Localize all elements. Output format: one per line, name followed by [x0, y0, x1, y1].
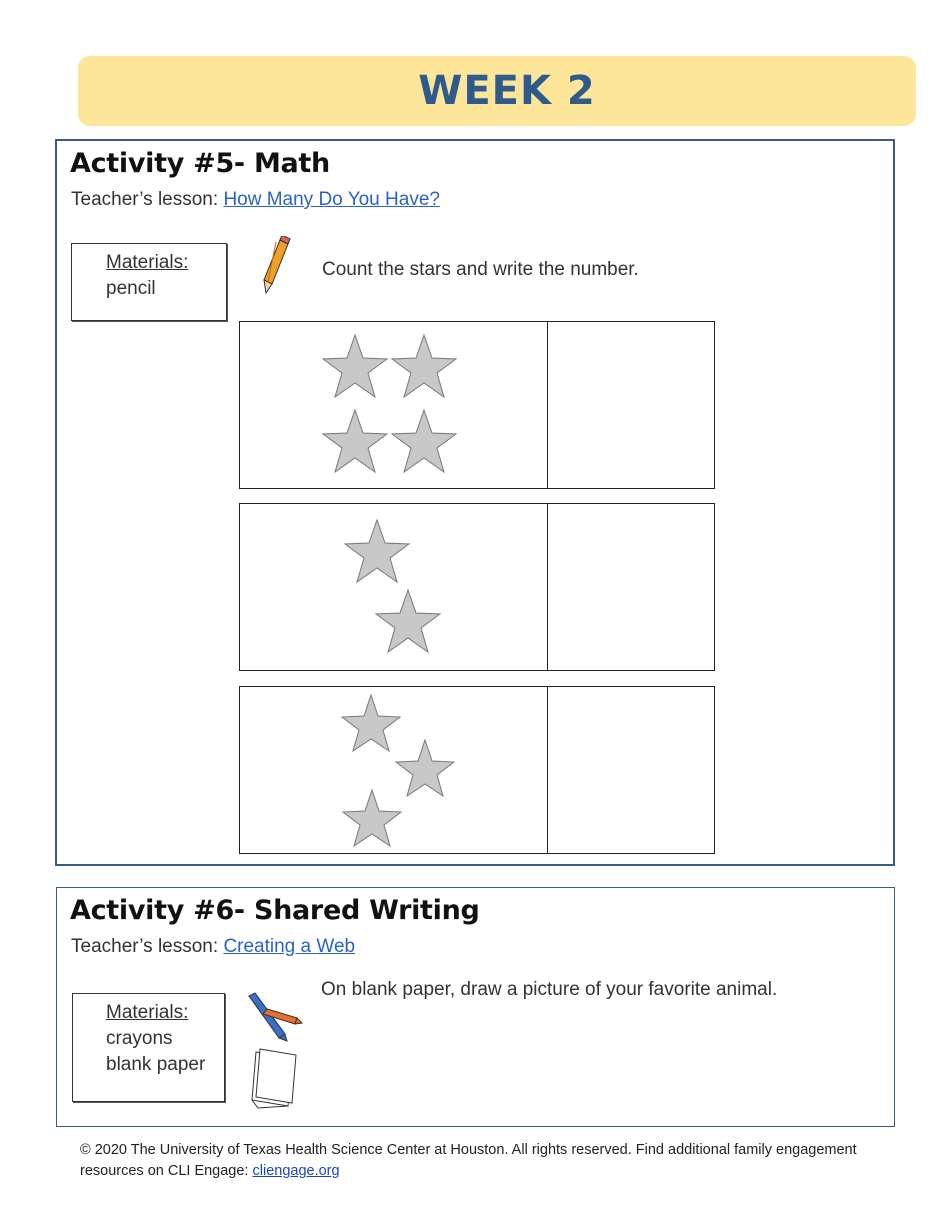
activity-6-section	[56, 887, 895, 1127]
star-icon	[392, 335, 456, 397]
star-icon	[396, 740, 454, 796]
activity-5-instruction: Count the stars and write the number.	[322, 259, 639, 280]
answer-box[interactable]	[548, 687, 714, 853]
week-title: WEEK 2	[418, 68, 596, 114]
star-icon	[392, 410, 456, 472]
star-icon	[323, 410, 387, 472]
activity-6-instruction: On blank paper, draw a picture of your favorite animal.	[321, 979, 778, 1000]
material-item: crayons	[106, 1028, 173, 1049]
lesson-label: Teacher’s lesson:	[71, 936, 224, 957]
count-row-1	[239, 321, 715, 489]
activity-5-section	[55, 139, 895, 866]
count-row-2	[239, 503, 715, 671]
answer-box[interactable]	[548, 504, 714, 670]
activity-6-lesson	[71, 936, 355, 958]
activity-5-title: Activity #5- Math	[70, 148, 330, 179]
week-banner	[78, 56, 916, 126]
star-area	[240, 504, 548, 670]
star-icon	[323, 335, 387, 397]
activity-5-lesson	[71, 189, 440, 211]
activity-5-lesson-link[interactable]: How Many Do You Have?	[223, 189, 440, 210]
lesson-label: Teacher’s lesson:	[71, 189, 224, 210]
activity-6-title: Activity #6- Shared Writing	[70, 895, 480, 926]
material-item: blank paper	[106, 1054, 206, 1075]
star-icon	[343, 790, 401, 846]
materials-heading: Materials:	[106, 252, 189, 273]
paper-icon	[248, 1048, 300, 1110]
answer-box[interactable]	[548, 322, 714, 488]
star-area	[240, 687, 548, 853]
cliengage-link[interactable]: cliengage.org	[252, 1163, 340, 1179]
star-icon	[342, 695, 400, 751]
activity-6-lesson-link[interactable]: Creating a Web	[223, 936, 356, 957]
pencil-icon	[260, 236, 292, 296]
crayons-icon	[245, 992, 303, 1042]
star-icon	[376, 590, 440, 652]
copyright-footer	[80, 1140, 860, 1182]
material-item: pencil	[106, 278, 156, 299]
footer-text: © 2020 The University of Texas Health Science Center at Houston. All rights reserved. Find additional family engagement resources on CLI Engage:	[80, 1142, 857, 1179]
activity-5-materials-box	[71, 243, 227, 321]
materials-heading: Materials:	[106, 1002, 189, 1023]
star-icon	[345, 520, 409, 582]
activity-6-materials-box	[72, 993, 225, 1102]
count-row-3	[239, 686, 715, 854]
star-area	[240, 322, 548, 488]
